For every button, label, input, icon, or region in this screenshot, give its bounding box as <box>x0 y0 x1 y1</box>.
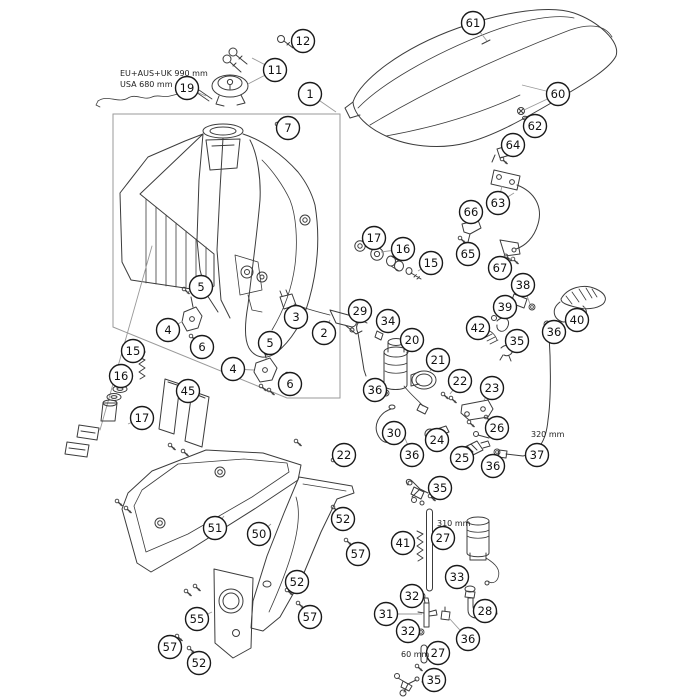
svg-text:45: 45 <box>180 384 196 398</box>
callout-37 <box>526 444 549 467</box>
callout-16 <box>392 238 415 261</box>
callout-66 <box>460 201 483 224</box>
svg-text:37: 37 <box>529 448 545 462</box>
callout-32 <box>401 585 424 608</box>
callout-36 <box>401 444 424 467</box>
svg-text:20: 20 <box>404 333 420 347</box>
overflow-pipe-drawing <box>357 321 383 376</box>
callout-20 <box>401 329 424 352</box>
svg-text:63: 63 <box>490 196 506 210</box>
callout-35 <box>429 477 452 500</box>
spoiler-panels-drawing <box>122 450 354 658</box>
callout-27 <box>427 642 450 665</box>
svg-text:36: 36 <box>485 459 501 473</box>
callout-17 <box>131 407 154 430</box>
tank-frame-box <box>113 114 340 398</box>
callout-62 <box>524 115 547 138</box>
callout-36 <box>482 455 505 478</box>
svg-text:52: 52 <box>191 656 207 670</box>
callout-3 <box>285 306 308 329</box>
svg-text:4: 4 <box>229 362 237 376</box>
svg-text:26: 26 <box>489 421 505 435</box>
callout-26 <box>486 417 509 440</box>
callout-28 <box>474 600 497 623</box>
svg-text:17: 17 <box>134 411 150 425</box>
callout-6 <box>191 336 214 359</box>
callout-22 <box>449 370 472 393</box>
callout-4 <box>222 358 245 381</box>
svg-text:61: 61 <box>465 16 481 30</box>
svg-text:19: 19 <box>179 81 195 95</box>
note-label: EU+AUS+UK 990 mm <box>120 69 208 78</box>
svg-text:1: 1 <box>306 87 314 101</box>
callout-5 <box>190 276 213 299</box>
svg-text:15: 15 <box>423 256 439 270</box>
svg-text:29: 29 <box>352 304 368 318</box>
callout-63 <box>487 192 510 215</box>
svg-text:21: 21 <box>430 353 446 367</box>
svg-text:6: 6 <box>198 340 206 354</box>
dimension-label: 320 mm <box>531 430 565 439</box>
svg-text:57: 57 <box>162 640 178 654</box>
svg-text:17: 17 <box>366 231 382 245</box>
callout-35 <box>423 669 446 692</box>
callout-30 <box>383 422 406 445</box>
svg-text:36: 36 <box>367 383 383 397</box>
svg-text:35: 35 <box>509 334 525 348</box>
svg-text:50: 50 <box>251 527 267 541</box>
callout-32 <box>397 620 420 643</box>
svg-text:64: 64 <box>505 138 521 152</box>
fuel-hose-320mm-drawing <box>498 335 550 458</box>
svg-text:31: 31 <box>378 607 394 621</box>
svg-text:57: 57 <box>302 610 318 624</box>
callout-29 <box>349 300 372 323</box>
svg-text:30: 30 <box>386 426 402 440</box>
svg-text:24: 24 <box>429 433 445 447</box>
svg-text:42: 42 <box>470 321 486 335</box>
svg-text:36: 36 <box>460 632 476 646</box>
svg-text:25: 25 <box>454 451 470 465</box>
svg-text:35: 35 <box>426 673 442 687</box>
callout-23 <box>481 377 504 400</box>
callout-15 <box>122 340 145 363</box>
svg-text:33: 33 <box>449 570 465 584</box>
svg-text:57: 57 <box>350 547 366 561</box>
callout-15 <box>420 252 443 275</box>
callout-4 <box>157 319 180 342</box>
svg-text:34: 34 <box>380 314 396 328</box>
callout-57 <box>299 606 322 629</box>
callout-27 <box>432 527 455 550</box>
svg-text:11: 11 <box>267 63 283 77</box>
svg-text:4: 4 <box>164 323 172 337</box>
svg-text:2: 2 <box>320 326 328 340</box>
callout-7 <box>277 117 300 140</box>
svg-text:6: 6 <box>286 377 294 391</box>
callout-33 <box>446 566 469 589</box>
note-label: USA 680 mm <box>120 80 173 89</box>
svg-text:40: 40 <box>569 313 585 327</box>
callout-52 <box>188 652 211 675</box>
svg-text:15: 15 <box>125 344 141 358</box>
callout-57 <box>159 636 182 659</box>
callout-31 <box>375 603 398 626</box>
dimension-label: 60 mm <box>401 650 430 659</box>
svg-text:36: 36 <box>404 448 420 462</box>
callout-67 <box>489 257 512 280</box>
svg-text:39: 39 <box>497 300 513 314</box>
callout-40 <box>566 309 589 332</box>
svg-text:16: 16 <box>395 242 411 256</box>
callout-36 <box>364 379 387 402</box>
callout-52 <box>332 508 355 531</box>
svg-text:36: 36 <box>546 325 562 339</box>
svg-text:67: 67 <box>492 261 508 275</box>
callout-16 <box>110 365 133 388</box>
callout-5 <box>259 332 282 355</box>
callout-65 <box>457 243 480 266</box>
svg-text:7: 7 <box>284 121 292 135</box>
callout-19 <box>176 77 199 100</box>
callout-34 <box>377 310 400 333</box>
svg-text:22: 22 <box>336 448 352 462</box>
callout-2 <box>313 322 336 345</box>
callout-38 <box>512 274 535 297</box>
svg-text:32: 32 <box>404 589 420 603</box>
callout-11 <box>264 59 287 82</box>
callout-36 <box>457 628 480 651</box>
callout-24 <box>426 429 449 452</box>
svg-text:5: 5 <box>197 280 205 294</box>
svg-text:66: 66 <box>463 205 479 219</box>
svg-text:5: 5 <box>266 336 274 350</box>
svg-text:35: 35 <box>432 481 448 495</box>
callout-61 <box>462 12 485 35</box>
left-tap-parts-drawing <box>65 350 209 457</box>
svg-text:22: 22 <box>452 374 468 388</box>
svg-text:52: 52 <box>289 575 305 589</box>
svg-text:52: 52 <box>335 512 351 526</box>
callout-17 <box>363 227 386 250</box>
svg-text:27: 27 <box>430 646 446 660</box>
callout-21 <box>427 349 450 372</box>
callout-6 <box>279 373 302 396</box>
callout-41 <box>392 532 415 555</box>
callout-25 <box>451 447 474 470</box>
callout-12 <box>292 30 315 53</box>
callout-39 <box>494 296 517 319</box>
svg-text:32: 32 <box>400 624 416 638</box>
callout-64 <box>502 134 525 157</box>
svg-text:62: 62 <box>527 119 543 133</box>
svg-text:27: 27 <box>435 531 451 545</box>
callout-42 <box>467 317 490 340</box>
svg-text:55: 55 <box>189 612 205 626</box>
callout-52 <box>286 571 309 594</box>
svg-text:3: 3 <box>292 310 300 324</box>
callout-55 <box>186 608 209 631</box>
svg-text:16: 16 <box>113 369 129 383</box>
callout-35 <box>506 330 529 353</box>
callout-36 <box>543 321 566 344</box>
dimension-label: 310 mm <box>437 519 471 528</box>
svg-text:65: 65 <box>460 247 476 261</box>
svg-text:23: 23 <box>484 381 500 395</box>
callout-22 <box>333 444 356 467</box>
svg-text:41: 41 <box>395 536 411 550</box>
callout-51 <box>204 517 227 540</box>
callout-60 <box>547 83 570 106</box>
svg-text:28: 28 <box>477 604 493 618</box>
callout-50 <box>248 523 271 546</box>
svg-text:38: 38 <box>515 278 531 292</box>
callout-57 <box>347 543 370 566</box>
svg-text:51: 51 <box>207 521 223 535</box>
callout-1 <box>299 83 322 106</box>
svg-text:60: 60 <box>550 87 566 101</box>
callout-45 <box>177 380 200 403</box>
svg-text:12: 12 <box>295 34 311 48</box>
